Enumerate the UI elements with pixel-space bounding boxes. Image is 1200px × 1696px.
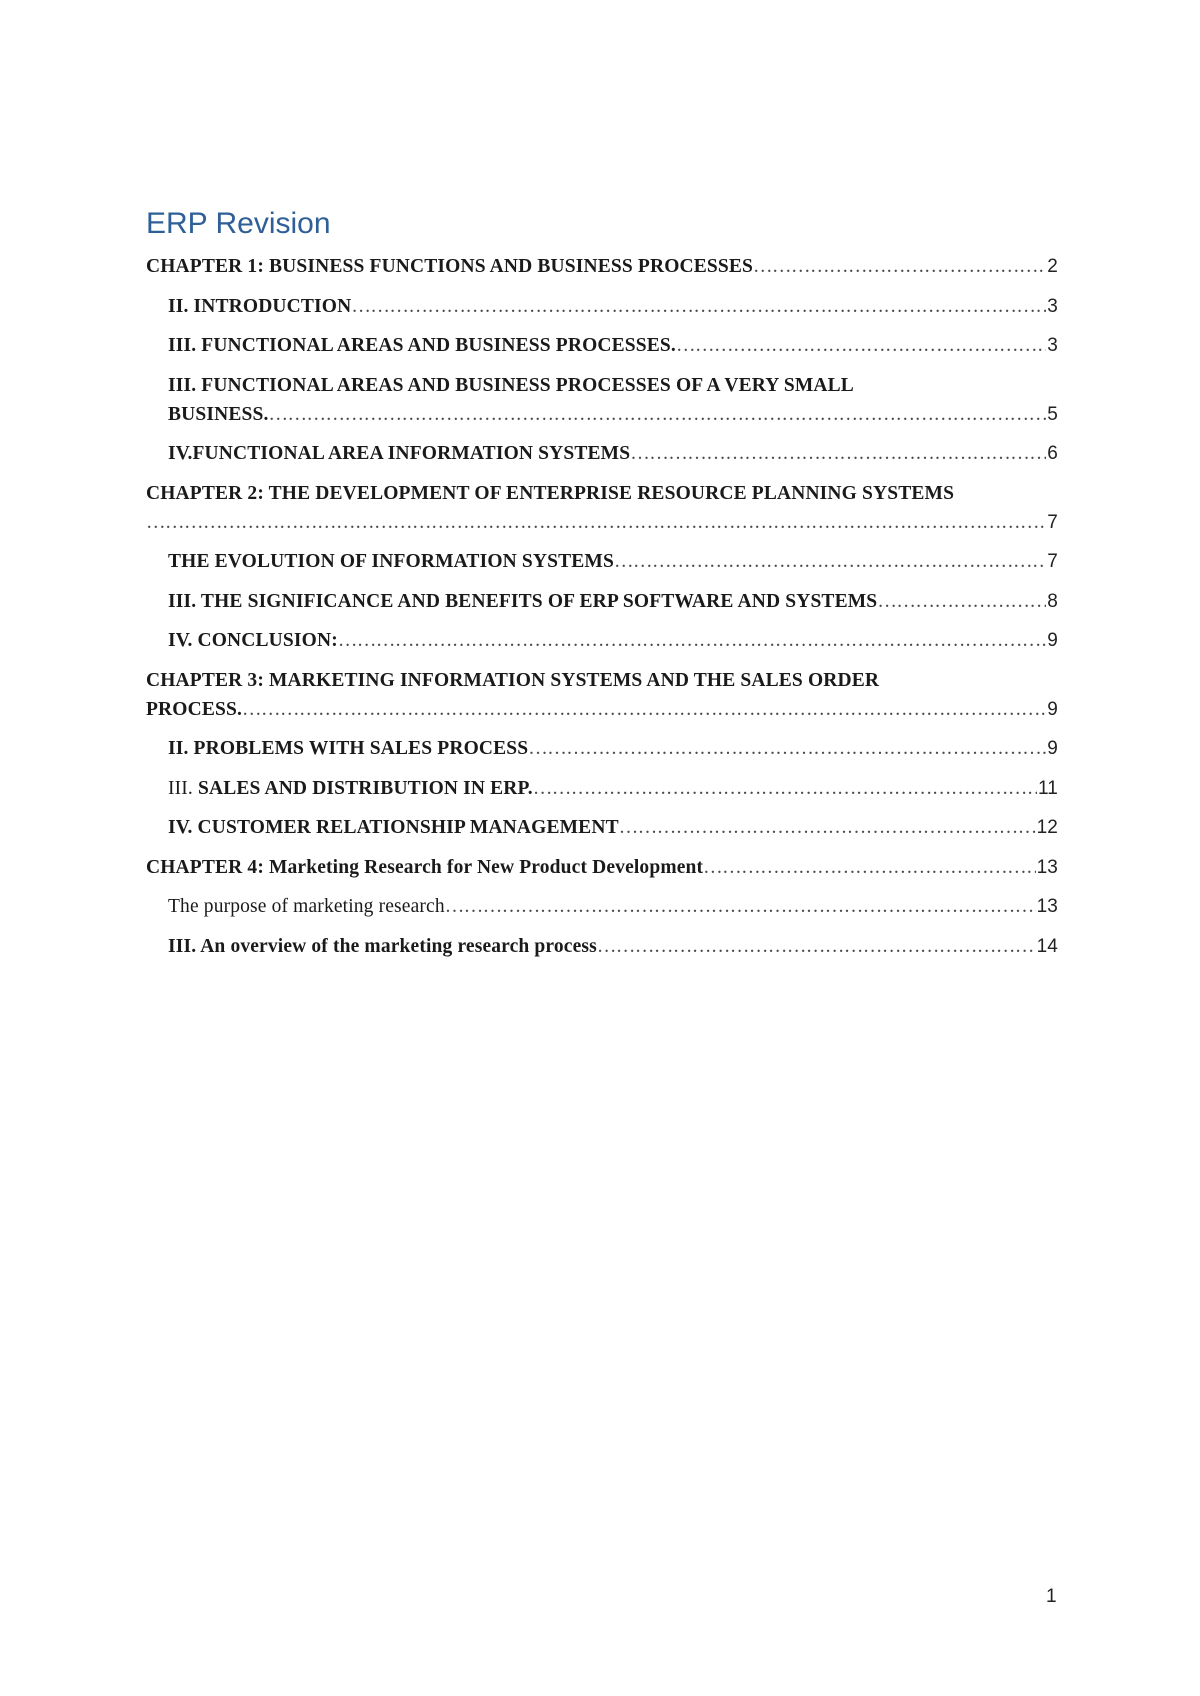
toc-dot-leader (676, 331, 1046, 360)
toc-dot-leader (338, 626, 1046, 655)
toc-entry-customer-relationship-management[interactable] (146, 813, 1058, 842)
table-of-contents (146, 252, 1058, 971)
toc-dot-leader (445, 892, 1036, 921)
toc-page-number: 7 (1047, 551, 1058, 572)
toc-entry-significance-benefits-erp[interactable] (146, 587, 1058, 616)
toc-entry-label: IV. CUSTOMER RELATIONSHIP MANAGEMENT (168, 817, 619, 838)
toc-entry-introduction[interactable] (146, 292, 1058, 321)
toc-entry-overview-marketing-research-process[interactable] (146, 932, 1058, 961)
toc-page-number: 9 (1047, 738, 1058, 759)
toc-dot-leader (528, 734, 1046, 763)
toc-entry-label: II. PROBLEMS WITH SALES PROCESS (168, 738, 529, 759)
toc-entry-label: IV. CONCLUSION: (168, 630, 338, 651)
toc-entry-functional-areas-small-business[interactable] (146, 371, 1058, 429)
toc-entry-prefix: III. (168, 777, 198, 799)
toc-entry-functional-areas[interactable] (146, 331, 1058, 360)
toc-entry-label-text: SALES AND DISTRIBUTION IN ERP. (197, 777, 533, 799)
toc-page-number: 7 (1047, 511, 1058, 533)
toc-entry-conclusion[interactable] (146, 626, 1058, 655)
toc-entry-chapter-4[interactable] (146, 853, 1058, 882)
toc-entry-label: CHAPTER 1: BUSINESS FUNCTIONS AND BUSINESS PROCESSES (146, 256, 754, 277)
toc-entry-chapter-2[interactable] (146, 479, 1058, 537)
toc-dot-leader (614, 547, 1046, 576)
toc-title: ERP Revision (146, 207, 331, 240)
toc-page-number: 6 (1047, 443, 1058, 464)
toc-page-number: 14 (1036, 935, 1058, 957)
toc-dot-leader (242, 695, 1046, 724)
toc-page-number: 3 (1047, 295, 1058, 317)
toc-dot-leader (351, 292, 1046, 321)
toc-entry-label: The purpose of marketing research (168, 896, 445, 917)
toc-dot-leader (269, 400, 1047, 429)
toc-entry-chapter-3[interactable] (146, 666, 1058, 724)
toc-entry-label: THE EVOLUTION OF INFORMATION SYSTEMS (168, 551, 614, 572)
toc-page-number: 5 (1047, 403, 1058, 425)
page-number: 1 (1046, 1586, 1057, 1607)
toc-entry-label: IV.FUNCTIONAL AREA INFORMATION SYSTEMS (168, 443, 631, 464)
toc-page-number: 12 (1036, 817, 1058, 838)
toc-entry-label: CHAPTER 3: MARKETING INFORMATION SYSTEMS AND THE SALES ORDER (146, 669, 880, 691)
toc-entry-label: III. An overview of the marketing research process (168, 935, 597, 957)
toc-page-number: 9 (1047, 698, 1058, 720)
toc-dot-leader (877, 587, 1046, 616)
toc-entry-purpose-of-marketing-research[interactable] (146, 892, 1058, 921)
toc-dot-leader (630, 439, 1046, 468)
toc-dot-leader (597, 932, 1036, 961)
toc-entry-label: II. INTRODUCTION (168, 295, 352, 317)
toc-entry-label: III. FUNCTIONAL AREAS AND BUSINESS PROCESSES. (168, 335, 676, 356)
toc-entry-label: CHAPTER 4: Marketing Research for New Product Development (146, 856, 704, 878)
toc-entry-label (168, 774, 533, 803)
toc-dot-leader (619, 813, 1036, 842)
toc-page-number: 11 (1037, 777, 1058, 799)
toc-page-number: 8 (1047, 590, 1058, 612)
toc-page-number: 13 (1036, 896, 1058, 917)
toc-dot-leader (753, 252, 1046, 281)
toc-page-number: 13 (1036, 856, 1058, 878)
toc-entry-label: III. FUNCTIONAL AREAS AND BUSINESS PROCESSES OF A VERY SMALL (168, 374, 854, 396)
toc-dot-leader (703, 853, 1035, 882)
toc-entry-problems-with-sales-process[interactable] (146, 734, 1058, 763)
toc-page-number: 9 (1047, 630, 1058, 651)
toc-entry-label-continued: BUSINESS. (168, 403, 269, 425)
toc-entry-chapter-1[interactable] (146, 252, 1058, 281)
toc-entry-label: III. THE SIGNIFICANCE AND BENEFITS OF ERP SOFTWARE AND SYSTEMS (168, 590, 878, 612)
toc-dot-leader (146, 508, 1046, 537)
toc-entry-label-continued: PROCESS. (146, 698, 243, 720)
toc-entry-evolution-of-information-systems[interactable] (146, 547, 1058, 576)
toc-page-number: 3 (1047, 335, 1058, 356)
toc-entry-label: CHAPTER 2: THE DEVELOPMENT OF ENTERPRISE RESOURCE PLANNING SYSTEMS (146, 482, 955, 504)
toc-page-number: 2 (1047, 256, 1058, 277)
toc-entry-sales-and-distribution[interactable] (146, 774, 1058, 803)
toc-dot-leader (533, 774, 1037, 803)
toc-entry-functional-area-information-systems[interactable] (146, 439, 1058, 468)
